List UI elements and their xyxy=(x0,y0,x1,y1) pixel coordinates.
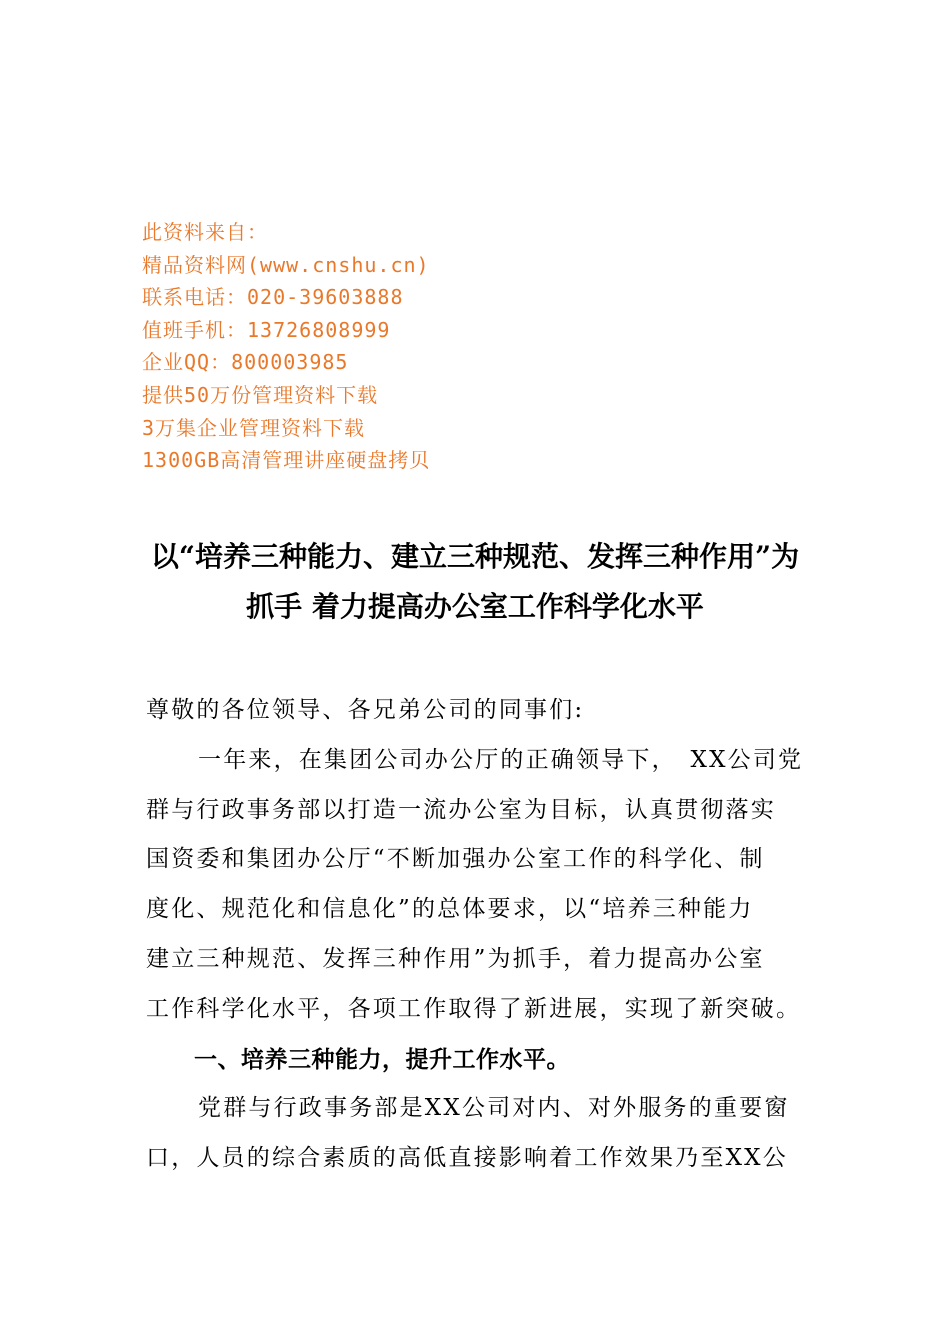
title-line-1: 以“培养三种能力、建立三种规范、发挥三种作用”为 xyxy=(150,540,800,573)
paragraph-2 xyxy=(146,1084,806,1184)
salutation: 尊敬的各位领导、各兄弟公司的同事们: xyxy=(146,697,585,723)
paragraph-1-line: 工作科学化水平，各项工作取得了新进展，实现了新突破。 xyxy=(146,995,802,1022)
source-line-intro: 此资料来自： xyxy=(142,220,268,244)
paragraph-1-line: 一年来，在集团公司办公厅的正确领导下， XX公司党 xyxy=(198,746,804,773)
title-line-2: 抓手 着力提高办公室工作科学化水平 xyxy=(246,590,704,623)
document-title xyxy=(100,532,850,632)
source-line-offer-2: 3万集企业管理资料下载 xyxy=(142,415,366,440)
section-1-heading: 一、培养三种能力，提升工作水平。 xyxy=(194,1045,570,1073)
source-line-website: 精品资料网(www.cnshu.cn) xyxy=(142,252,430,277)
paragraph-2-line: 党群与行政事务部是XX公司对内、对外服务的重要窗 xyxy=(198,1095,790,1122)
paragraph-1 xyxy=(146,736,806,1035)
paragraph-1-line: 国资委和集团办公厅“不断加强办公室工作的科学化、制 xyxy=(146,846,765,873)
paragraph-1-line: 群与行政事务部以打造一流办公室为目标，认真贯彻落实 xyxy=(146,796,776,823)
source-line-phone: 联系电话：020-39603888 xyxy=(142,285,404,310)
paragraph-2-line: 口，人员的综合素质的高低直接影响着工作效果乃至XX公 xyxy=(146,1145,788,1172)
paragraph-1-line: 度化、规范化和信息化”的总体要求，以“培养三种能力 xyxy=(146,896,754,923)
source-line-offer-1: 提供50万份管理资料下载 xyxy=(142,382,379,407)
source-line-offer-3: 1300GB高清管理讲座硬盘拷贝 xyxy=(142,448,431,473)
source-line-qq: 企业QQ：800003985 xyxy=(142,350,349,375)
paragraph-1-line: 建立三种规范、发挥三种作用”为抓手，着力提高办公室 xyxy=(146,945,765,972)
source-line-mobile: 值班手机：13726808999 xyxy=(142,317,391,342)
document-body xyxy=(146,686,806,1184)
source-info-block xyxy=(142,216,702,477)
